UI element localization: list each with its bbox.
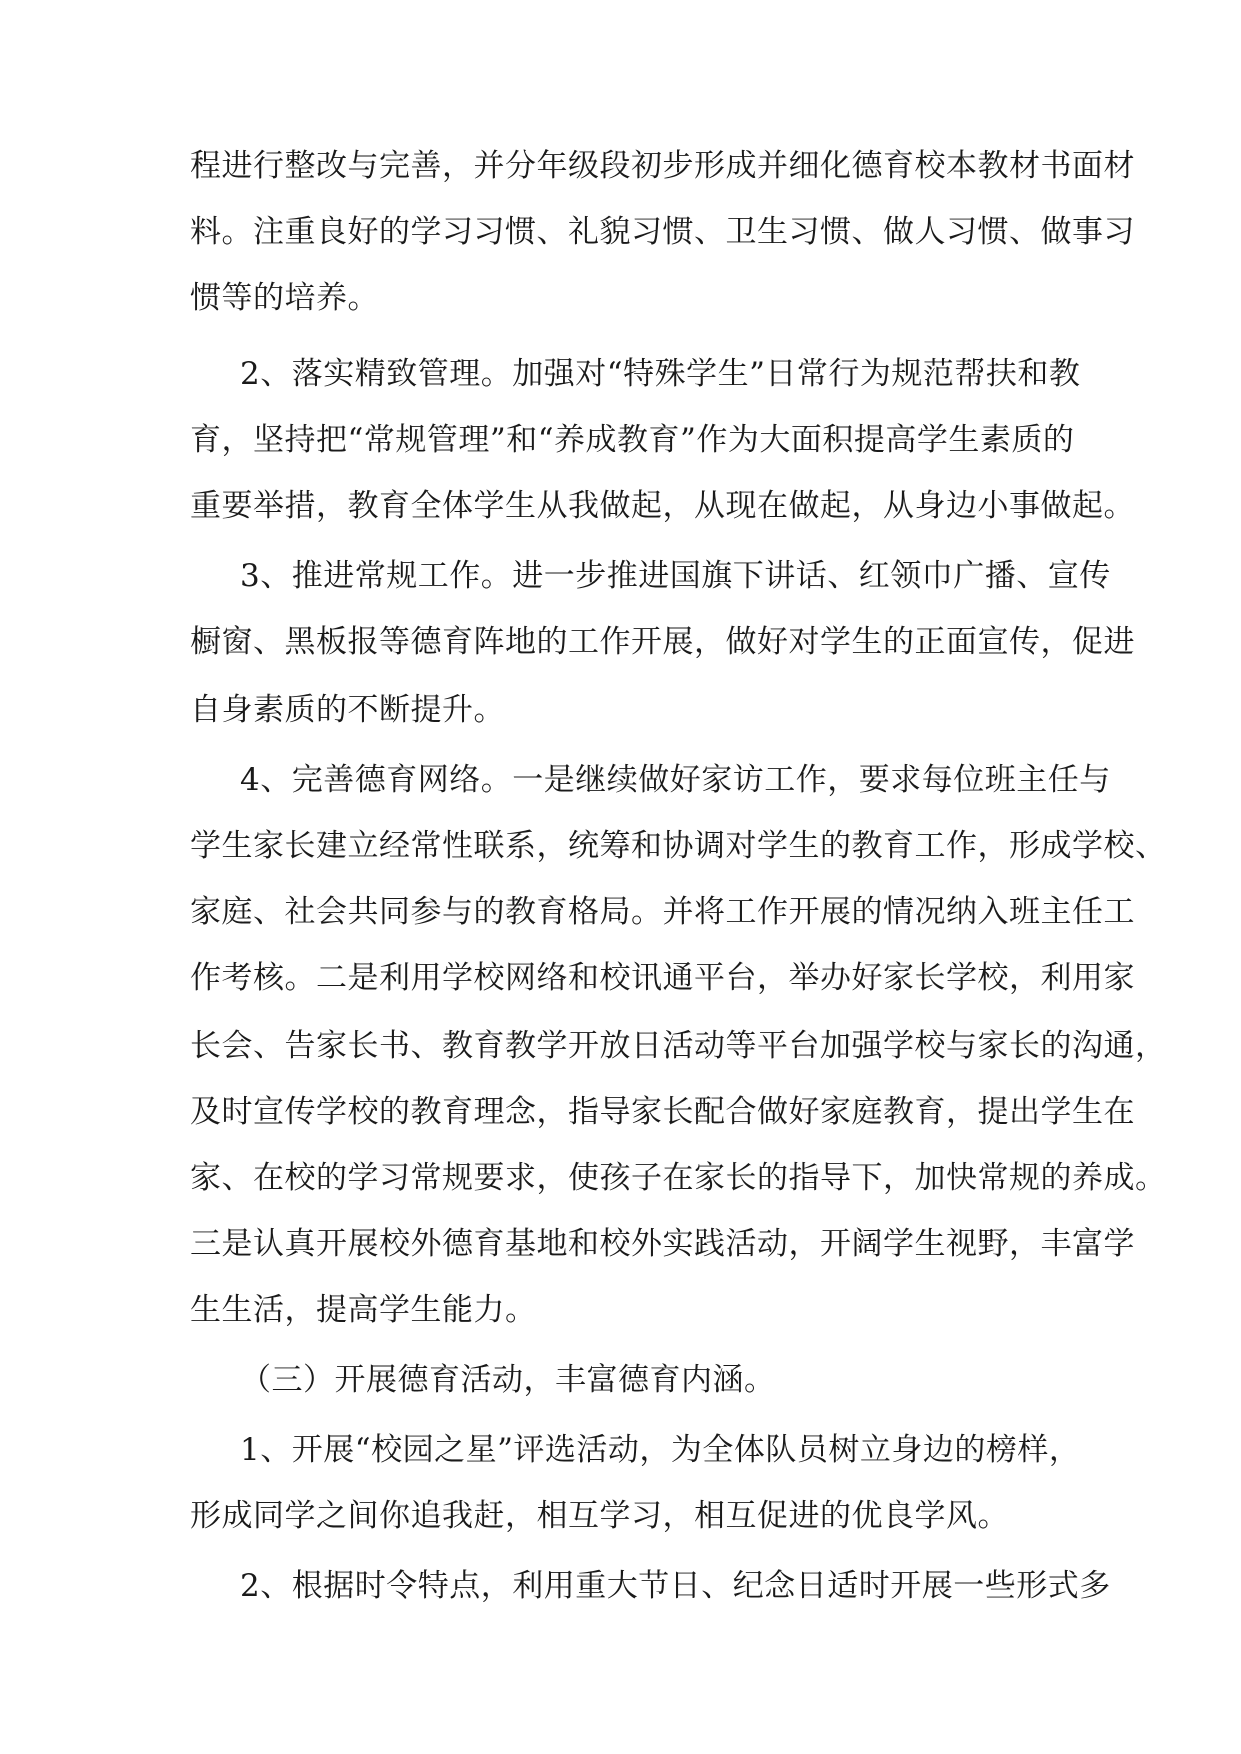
- text-line: 形成同学之间你追我赶，相互学习，相互促进的优良学风。: [190, 1498, 1009, 1534]
- text-line: 程进行整改与完善，并分年级段初步形成并细化德育校本教材书面材: [190, 148, 1135, 184]
- paragraph-2b-first-line: 2、根据时令特点，利用重大节日、纪念日适时开展一些形式多: [240, 1568, 1111, 1604]
- text-line: 自身素质的不断提升。: [190, 692, 505, 728]
- text-line: 家庭、社会共同参与的教育格局。并将工作开展的情况纳入班主任工: [190, 894, 1135, 930]
- paragraph-3-first-line: 3、推进常规工作。进一步推进国旗下讲话、红领巾广播、宣传: [240, 558, 1111, 594]
- text-line: 重要举措，教育全体学生从我做起，从现在做起，从身边小事做起。: [190, 488, 1135, 524]
- text-line: 橱窗、黑板报等德育阵地的工作开展，做好对学生的正面宣传，促进: [190, 624, 1135, 660]
- text-line: 惯等的培养。: [190, 280, 379, 316]
- text-line: 生生活，提高学生能力。: [190, 1292, 537, 1328]
- text-line: 育，坚持把“常规管理”和“养成教育”作为大面积提高学生素质的: [190, 422, 1075, 458]
- text-line: 学生家长建立经常性联系，统筹和协调对学生的教育工作，形成学校、: [190, 828, 1167, 864]
- paragraph-2-first-line: 2、落实精致管理。加强对“特殊学生”日常行为规范帮扶和教: [240, 356, 1081, 392]
- text-line: 三是认真开展校外德育基地和校外实践活动，开阔学生视野，丰富学: [190, 1226, 1135, 1262]
- text-line: 料。注重良好的学习习惯、礼貌习惯、卫生习惯、做人习惯、做事习: [190, 214, 1135, 250]
- text-line: 家、在校的学习常规要求，使孩子在家长的指导下，加快常规的养成。: [190, 1160, 1167, 1196]
- section-heading: （三）开展德育活动，丰富德育内涵。: [240, 1362, 776, 1398]
- text-line: 及时宣传学校的教育理念，指导家长配合做好家庭教育，提出学生在: [190, 1094, 1135, 1130]
- paragraph-4-first-line: 4、完善德育网络。一是继续做好家访工作，要求每位班主任与: [240, 762, 1111, 798]
- paragraph-1-first-line: 1、开展“校园之星”评选活动，为全体队员树立身边的榜样，: [240, 1432, 1081, 1468]
- text-line: 长会、告家长书、教育教学开放日活动等平台加强学校与家长的沟通，: [190, 1028, 1167, 1064]
- text-line: 作考核。二是利用学校网络和校讯通平台，举办好家长学校，利用家: [190, 960, 1135, 996]
